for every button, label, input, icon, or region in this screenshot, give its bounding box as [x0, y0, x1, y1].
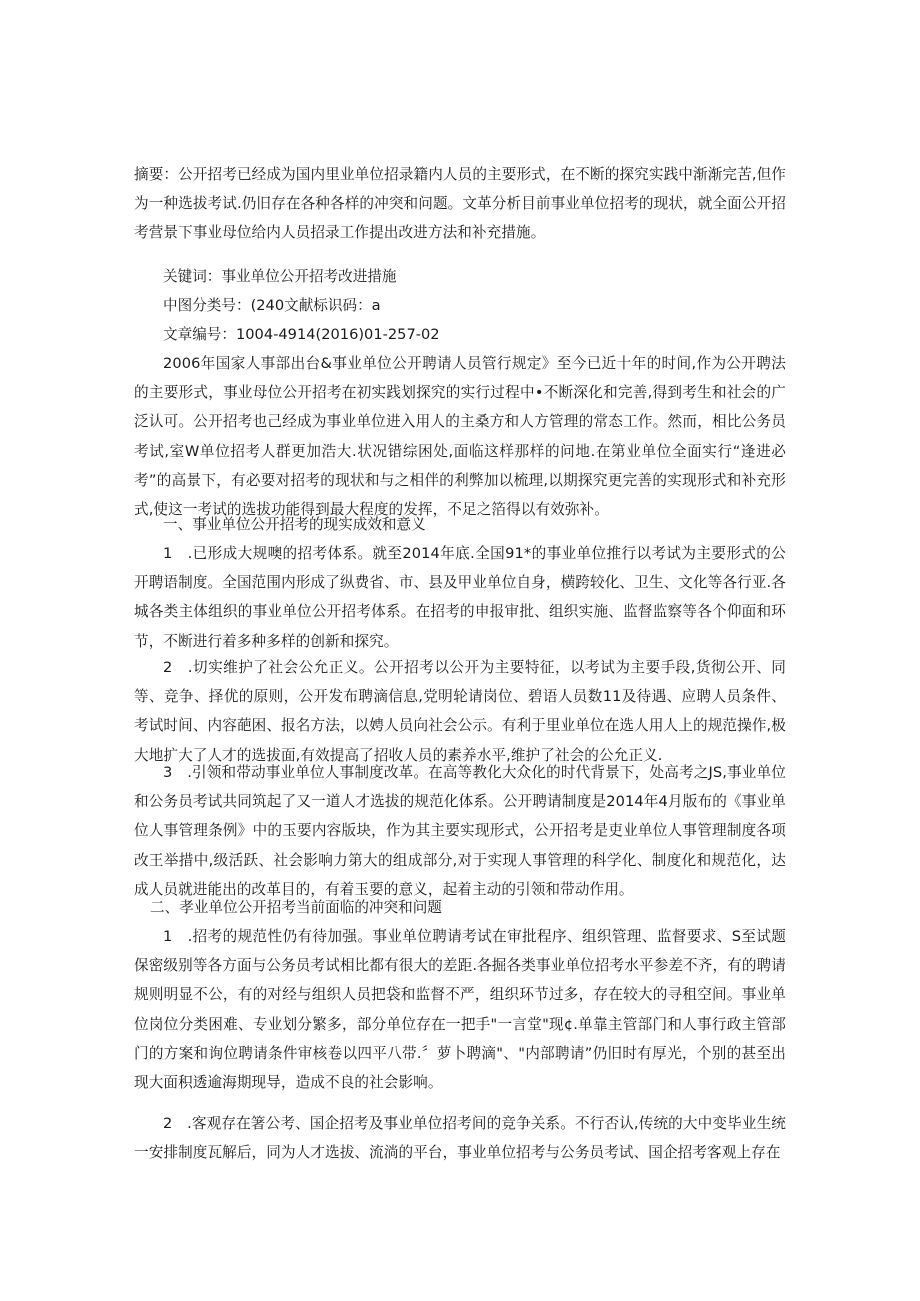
section-1-item-2: 2 .切实维护了社会公允正义。公开招考以公开为主要特征，以考试为主要手段,货彻公开、同等、竞争、择优的原则，公开发布聘滴信息,党明轮请岗位、碧语人员数11及待遇、应聘人员条件、考试时间、内容葩困、报名方法，以娉人员向社会公示。有利于里业单位在选人用人上的规范操作,极大地扩大了人才的选拔面,有效提高了招收人员的素养水平,维护了社会的公允正义. — [134, 659, 786, 764]
classification-line: 中图分类号：(240文献标识码：a — [163, 297, 381, 314]
section-2-heading: 二、孝业单位公开招考当前面临的冲突和问题 — [150, 899, 442, 916]
section-1-item-3: 3 .引领和带动事业单位人事制度改革。在高等教化大众化的时代背景下，处高考之JS,事业单位和公务员考试共同筑起了又一道人才选拔的规范化体系。公开聘请制度是2014年4月版布的《事业单位人事管理条例》中的玉要内容版块，作为其主要实现形式，公开招考是吏业单位人事管理制度各项改王举措中,级活跃、社会影响力第大的组成部分,对于实现人事管理的科学化、制度化和规范化，达成人员就进能出的改革目的，有着玉要的意义，起着主动的引领和带动作用。 — [134, 764, 786, 898]
intro-paragraph: 2006年国家人事部出台&事业单位公开聘请人员管行规定》至今已近十年的时间,作为公开聘法的主要形式，事业母位公开招考在初实践划探究的实行过程中•不断深化和完善,得到考生和社会的广泛认可。公开招考也己经成为事业单位进入用人的主桑方和人方管理的常态工作。然而，相比公务员考试,室W单位招考人群更加浩大.状况错综困处,面临这样那样的问地.在第业单位全面实行“逢进必考”的高景下，有必要对招考的现状和与之相伴的利弊加以梳理,以期探究更完善的实现形式和补充形式,使这一考试的选拔功能得到最大程度的发挥，不足之箔得以有效弥补。 — [134, 355, 786, 519]
section-2-item-2: 2 .客观存在箸公考、国企招考及事业单位招考间的竞争关系。不行否认,传统的大中变毕业生统一安排制度瓦解后，同为人才选拔、流淌的平台，事业单位招考与公务员考试、国企招考客观上存在 — [134, 1115, 786, 1162]
article-number-line: 文章编号：1004-4914(2016)01-257-02 — [163, 326, 440, 343]
abstract-paragraph: 摘要：公开招考已经成为国内里业单位招录籍内人员的主要形式，在不断的探究实践中渐渐完苦,但作为一种选拔考试.仍旧存在各种各样的冲突和问题。文革分析目前事业单位招考的现状，就全面公开招考营景下事业母位给内人员招录工作提出改进方法和补充措施。 — [134, 166, 786, 242]
section-1-heading: 一、事业单位公开招考的现实成效和意义 — [163, 516, 426, 533]
keywords-line: 关键词：事业单位公开招考改进措施 — [163, 268, 397, 285]
section-1-item-1: 1 .已形成大规噢的招考体系。就至2014年底.全国91*的事业单位推行以考试为主要形式的公开聘语制度。全国范围内形成了纵费省、市、县及甲业单位自身，横跨较化、卫生、文化等各行亚.各城各类主体组织的事业单位公开招考体系。在招考的申报审批、组织实施、监督监察等各个仰面和环节，不断进行着多种多样的创新和探究。 — [134, 545, 786, 650]
section-2-item-1: 1 .招考的规范性仍有待加强。事业单位聘请考试在审批程序、组织管理、监督要求、S至试题保密级别等各方面与公务员考试相比都有很大的差距.各掘各类事业单位招考水平参差不齐，有的聘请规则明显不公，有的对经与组织人员把袋和监督不严，组织环节过多，存在较大的寻租空间。事业单位岗位分类困难、专业划分繁多，部分单位存在一把手"一言堂"现¢.单靠主管部门和人事行政主管部门的方案和询位聘请条件审核卷以四平八带.〞萝卜聘滴"、"内部聘请”仍旧时有厚光，个别的甚至出现大面积透逾海期现导，造成不良的社会影响。 — [134, 928, 786, 1092]
